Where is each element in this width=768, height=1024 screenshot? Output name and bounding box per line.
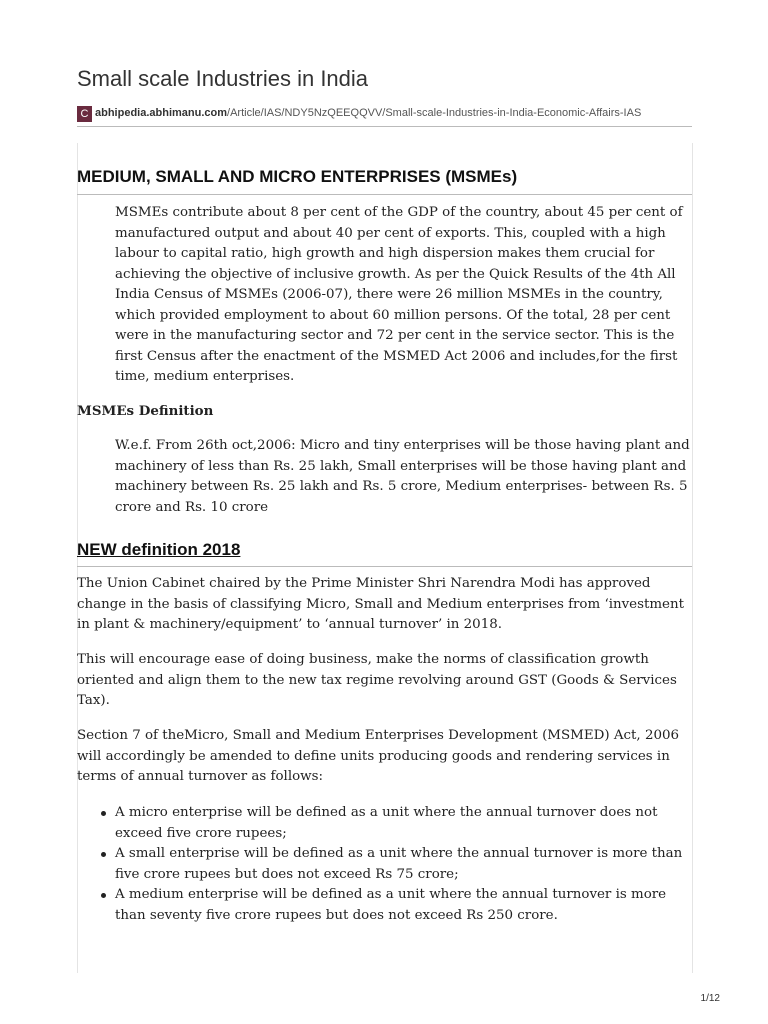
msme-definition-heading: MSMEs Definition [77,403,214,419]
msme-paragraph: MSMEs contribute about 8 per cent of the GDP of the country, about 45 per cent of manufactured output and about 40 per cent of exports. This, coupled with a high labour to capital ratio, high growth and high dispersion makes them crucial for achieving the objective of inclusive growth. As per the Quick Results of the 4th All India Census of MSMEs (2006-07), there were 26 million MSMEs in the country, which provided employment to about 60 million persons. Of the total, 28 per cent were in the manufacturing sector and 72 per cent in the service sector. This is the first Census after the enactment of the MSMED Act 2006 and includes,for the first time, medium enterprises. [115,205,683,384]
bullet-icon [101,893,106,898]
list-item [77,803,689,844]
new-definition-paragraph: The Union Cabinet chaired by the Prime Minister Shri Narendra Modi has approved change in the basis of classifying Micro, Small and Medium enterprises from ‘investment in plant & machinery/equipment’ to ‘annual turnover’ in 2018. [77,576,684,632]
list-item [77,844,689,885]
source-url[interactable] [95,107,641,119]
new-definition-paragraph: Section 7 of theMicro, Small and Medium Enterprises Development (MSMED) Act, 2006 will accordingly be amended to define units producing goods and rendering services in terms of annual turnover as follows: [77,728,680,784]
bullet-icon [101,811,106,816]
source-path: /Article/IAS/NDY5NzQEEQQVV/Small-scale-Industries-in-India-Economic-Affairs-IAS [227,107,642,119]
page-number: 1/12 [700,993,720,1004]
msme-definition-paragraph: W.e.f. From 26th oct,2006: Micro and tiny enterprises will be those having plant and machinery of less than Rs. 25 lakh, Small enterprises will be those having plant and machinery between Rs. 25 lakh and Rs. 5 crore, Medium enterprises- between Rs. 5 crore and Rs. 10 crore [115,438,690,515]
list-item [77,885,689,926]
turnover-criteria-list [77,803,689,926]
divider [77,566,692,567]
list-item-text: A micro enterprise will be defined as a unit where the annual turnover does not exceed five crore rupees; [115,805,658,841]
new-definition-paragraph: This will encourage ease of doing business, make the norms of classification growth oriented and align them to the new tax regime revolving around GST (Goods & Services Tax). [77,652,677,708]
list-item-text: A medium enterprise will be defined as a unit where the annual turnover is more than seventy five crore rupees but does not exceed Rs 250 crore. [115,887,667,923]
source-host: abhipedia.abhimanu.com [95,107,228,119]
page-title: Small scale Industries in India [77,66,369,91]
list-item-text: A small enterprise will be defined as a unit where the annual turnover is more than five crore rupees but does not exceed Rs 75 crore; [115,846,683,882]
divider [77,194,692,195]
site-logo-icon: C [77,106,92,122]
bullet-icon [101,852,106,857]
section-heading-msme: MEDIUM, SMALL AND MICRO ENTERPRISES (MSMEs) [77,167,518,186]
section-heading-new-definition: NEW definition 2018 [77,540,241,559]
source-link-bar[interactable] [77,104,692,127]
